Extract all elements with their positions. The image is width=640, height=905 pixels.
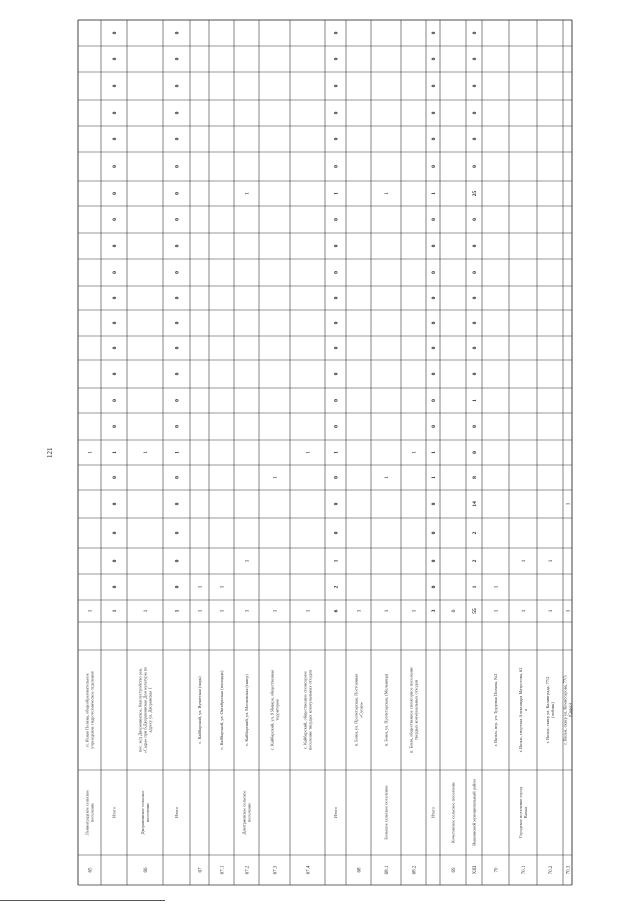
settlement-group: Дмитриевское сельское xyxy=(241,790,247,835)
settlement-name: г. Вязьм, пер. ул. Трудовая Поляна, №2 xyxy=(493,673,498,747)
cell-value: 1 xyxy=(244,192,251,195)
row-number: 70.2 xyxy=(549,865,554,875)
settlement-name: адресу ул. Дворянская 1 xyxy=(147,687,153,733)
cell-value: 0 xyxy=(431,531,437,535)
cell-value: 1 xyxy=(384,609,390,613)
cell-value: 0 xyxy=(174,559,181,563)
cell-value: 1 xyxy=(219,585,226,589)
cell-value: 0 xyxy=(174,531,181,535)
cell-value: 0 xyxy=(112,399,118,402)
cell-value: 2 xyxy=(472,531,478,535)
cell-value: 0 xyxy=(174,111,181,115)
cell-value: 1 xyxy=(272,609,279,613)
row-number: 67.1 xyxy=(220,865,226,875)
cell-value: 1 xyxy=(493,609,500,613)
cell-value: 1 xyxy=(112,609,118,613)
cell-value: 0 xyxy=(112,502,118,506)
table-grid xyxy=(78,20,573,885)
cell-value: 0 xyxy=(333,531,340,535)
settlement-group: Итого xyxy=(430,806,436,819)
row-number: 70.1 xyxy=(522,865,527,875)
cell-value: 0 xyxy=(112,31,118,35)
cell-value: 0 xyxy=(431,399,437,402)
settlement-name: с. Кайбарский, ул. 9 Января, общественная xyxy=(269,669,275,751)
settlement-group: поселение xyxy=(246,802,252,823)
cell-value: 0 xyxy=(472,372,478,376)
cell-value: 0 xyxy=(472,321,478,325)
cell-value: 1 xyxy=(333,451,340,454)
cell-value: 0 xyxy=(112,218,118,221)
cell-value: 0 xyxy=(472,31,478,35)
cell-value: 1 xyxy=(244,609,251,613)
settlement-name: с. Кайбарский, общественное спонсорное xyxy=(302,670,308,750)
cell-value: 1 xyxy=(565,502,572,506)
cell-value: 0 xyxy=(112,531,118,535)
footer-rule xyxy=(0,900,165,901)
cell-value: 1 xyxy=(305,609,312,613)
cell-value: 0 xyxy=(333,271,340,274)
cell-value: 0 xyxy=(174,585,181,589)
cell-value: 1 xyxy=(112,451,118,454)
cell-value: 25 xyxy=(472,190,478,197)
cell-value: 0 xyxy=(174,346,181,350)
cell-value: 0 xyxy=(174,425,181,428)
cell-value: 0 xyxy=(431,346,437,350)
cell-value: 0 xyxy=(333,111,340,115)
settlement-group: Вязьм xyxy=(523,806,529,819)
cell-value: 1 xyxy=(143,609,149,613)
cell-value: 0 xyxy=(431,502,437,506)
cell-value: 0 xyxy=(174,271,181,274)
settlement-group: Итого xyxy=(333,806,338,819)
cell-value: 0 xyxy=(431,111,437,115)
cell-value: 0 xyxy=(431,425,437,428)
settlement-name: п. Бони, ул. Пролетарская, Постоянная xyxy=(353,673,359,747)
cell-value: 1 xyxy=(219,609,226,613)
row-number: XIII xyxy=(473,865,478,875)
cell-value: 0 xyxy=(431,218,437,221)
cell-value: 1 xyxy=(197,609,204,613)
settlement-name: «Сусан» xyxy=(358,702,364,718)
cell-value: 0 xyxy=(112,244,118,248)
cell-value: 1 xyxy=(356,609,363,613)
cell-value: 0 xyxy=(472,84,478,88)
page-number: 121 xyxy=(46,447,54,459)
cell-value: 0 xyxy=(472,137,478,141)
cell-value: 0 xyxy=(174,165,181,168)
cell-value: 1 xyxy=(174,609,181,613)
cell-value: 0 xyxy=(333,372,340,376)
cell-value: 0 xyxy=(174,476,181,479)
cell-value: 1 xyxy=(565,609,572,613)
settlement-group: Итого xyxy=(111,806,117,819)
settlement-group: Городское поселение город xyxy=(517,787,523,838)
cell-value: 1 xyxy=(521,559,527,563)
settlement-name: г. Вязьм, сквер ул. Комиссарова, 77/3 xyxy=(562,675,568,745)
settlement-group: поселение xyxy=(145,802,151,823)
settlement-name: п. Ясная Поляна, общеобразовательное xyxy=(84,673,90,747)
cell-value: 14 xyxy=(472,501,478,507)
cell-value: 1 xyxy=(384,192,390,195)
cell-value: 0 xyxy=(333,502,340,506)
cell-value: 0 xyxy=(472,451,478,454)
cell-value: 0 xyxy=(112,346,118,350)
cell-value: 2 xyxy=(333,585,340,589)
row-number: 67.4 xyxy=(306,865,312,875)
cell-value: 0 xyxy=(472,425,478,428)
cell-value: 1 xyxy=(431,476,437,479)
cell-value: 0 xyxy=(112,271,118,274)
cell-value: 1 xyxy=(174,451,181,454)
cell-value: 0 xyxy=(112,585,118,589)
cell-value: 1 xyxy=(244,559,251,563)
settlement-group: Итого xyxy=(174,806,179,819)
cell-value: 0 xyxy=(112,321,118,325)
cell-value: 0 xyxy=(431,137,437,141)
cell-value: 0 xyxy=(431,559,437,563)
cell-value: 0 xyxy=(112,111,118,115)
settlement-name: г. Вязьм, сквер ул. Калинграда, 77/2 xyxy=(544,676,550,744)
cell-value: 0 xyxy=(333,321,340,325)
settlement-name: с. Кайбарский, ул. Московская (сквер) xyxy=(244,674,249,746)
cell-value: 0 xyxy=(333,476,340,479)
cell-value: 1 xyxy=(431,192,437,195)
cell-value: 1 xyxy=(87,609,94,613)
cell-value: 0 xyxy=(174,372,181,376)
settlement-name: п. Бони, ул. Пролетарская, (Мельница) xyxy=(383,673,389,747)
cell-value: 0 xyxy=(333,425,340,428)
cell-value: 0 xyxy=(451,609,457,613)
settlement-name: твердых коммунальных отходов xyxy=(413,679,419,741)
row-number: 68 xyxy=(357,867,363,873)
settlement-name: учреждение гидротехническое отделения xyxy=(89,671,95,749)
row-number: 68.1 xyxy=(385,865,390,875)
cell-value: 55 xyxy=(472,608,478,614)
settlement-name: с. Кайбарский, ул. Вунятская (парк) xyxy=(197,676,202,744)
settlement-name: (лобзик) xyxy=(550,702,556,718)
cell-value: 0 xyxy=(333,31,340,35)
cell-value: 1 xyxy=(548,559,554,563)
cell-value: 0 xyxy=(112,476,118,479)
cell-value: 0 xyxy=(431,165,437,168)
cell-value: 0 xyxy=(174,321,181,325)
settlement-name: г. Вязьм, спортзал Александра Матросова, 62 xyxy=(517,667,523,753)
cell-value: 8 xyxy=(472,476,478,479)
settlement-name: пос. ж/д Дворянинское, благоустройство рек. xyxy=(137,667,143,753)
cell-value: 0 xyxy=(431,271,437,274)
row-number: 67.2 xyxy=(245,865,251,875)
settlement-group: Кочетовское сельское поселение xyxy=(450,782,456,843)
settlement-group: Ленинградское сельское xyxy=(84,789,90,836)
row-number: 68.2 xyxy=(412,865,418,875)
cell-value: 1 xyxy=(87,451,94,454)
cell-value: 1 xyxy=(521,609,527,613)
cell-value: 0 xyxy=(431,321,437,325)
cell-value: 1 xyxy=(431,451,437,454)
cell-value: 2 xyxy=(472,559,478,563)
settlement-name: п. Бони, общественное спонсорное поселение xyxy=(408,666,414,754)
cell-value: 0 xyxy=(472,57,478,61)
cell-value: 0 xyxy=(112,192,118,195)
cell-value: 0 xyxy=(472,111,478,115)
cell-value: 0 xyxy=(333,346,340,350)
cell-value: 0 xyxy=(472,271,478,274)
cell-value: 1 xyxy=(333,192,340,195)
cell-value: 0 xyxy=(112,165,118,168)
cell-value: 0 xyxy=(174,192,181,195)
cell-value: 0 xyxy=(112,425,118,428)
cell-value: 0 xyxy=(333,165,340,168)
cell-value: 0 xyxy=(431,84,437,88)
cell-value: 0 xyxy=(431,31,437,35)
cell-value: 0 xyxy=(472,165,478,168)
cell-value: 1 xyxy=(548,609,554,613)
cell-value: 0 xyxy=(174,399,181,402)
cell-value: 0 xyxy=(472,346,478,350)
cell-value: 0 xyxy=(333,57,340,61)
settlement-name: поселение твердых коммунальных отходов xyxy=(307,669,313,751)
row-number: 67.3 xyxy=(273,865,279,875)
row-number: 70.3 xyxy=(566,865,572,875)
cell-value: 1 xyxy=(411,451,418,454)
cell-value: 0 xyxy=(174,296,181,300)
settlement-name: с. Кайбарский, ул. Октябрьская (площадь) xyxy=(219,670,224,750)
cell-value: 0 xyxy=(174,84,181,88)
cell-value: 0 xyxy=(333,244,340,248)
row-number: 66 xyxy=(144,867,149,873)
settlement-name: территория xyxy=(274,699,280,721)
settlement-group: Большое сельское поселение xyxy=(383,785,389,840)
cell-value: 0 xyxy=(431,244,437,248)
cell-value: 1 xyxy=(197,585,204,589)
settlement-group: поселение xyxy=(89,802,95,823)
cell-value: 1 xyxy=(272,476,279,479)
cell-value: 1 xyxy=(333,559,340,563)
cell-value: 0 xyxy=(431,296,437,300)
cell-value: 0 xyxy=(174,502,181,506)
cell-value: 0 xyxy=(112,559,118,563)
cell-value: 0 xyxy=(431,57,437,61)
cell-value: 1 xyxy=(411,609,418,613)
cell-value: 0 xyxy=(174,244,181,248)
cell-value: 0 xyxy=(333,296,340,300)
cell-value: 0 xyxy=(112,137,118,141)
cell-value: 0 xyxy=(112,84,118,88)
row-number: 67 xyxy=(198,867,204,873)
cell-value: 0 xyxy=(472,218,478,221)
cell-value: 0 xyxy=(472,244,478,248)
cell-value: 0 xyxy=(112,57,118,61)
cell-value: 0 xyxy=(333,84,340,88)
cell-value: 0 xyxy=(333,218,340,221)
settlement-name: «Сады» при б.Дворянинская Дом культуры по xyxy=(142,666,148,754)
cell-value: 1 xyxy=(384,476,390,479)
cell-value: 0 xyxy=(333,399,340,402)
settlement-name: (Сквер) xyxy=(567,702,573,718)
cell-value: 1 xyxy=(472,585,478,589)
row-number: 69 xyxy=(452,867,457,873)
row-number: 70 xyxy=(494,867,500,873)
cell-value: 0 xyxy=(472,296,478,300)
cell-value: 0 xyxy=(431,585,437,589)
settlement-group: Дворянинское сельское xyxy=(139,790,145,835)
cell-value: 0 xyxy=(174,31,181,35)
cell-value: 0 xyxy=(174,218,181,221)
cell-value: 3 xyxy=(431,609,437,613)
cell-value: 6 xyxy=(333,609,340,613)
settlement-group: Вышинский муниципальный район xyxy=(471,779,477,846)
cell-value: 1 xyxy=(305,451,312,454)
settlement-name: а xyxy=(523,709,529,711)
cell-value: 1 xyxy=(472,399,478,402)
cell-value: 0 xyxy=(174,137,181,141)
cell-value: 0 xyxy=(112,372,118,376)
cell-value: 1 xyxy=(143,451,149,454)
cell-value: 0 xyxy=(174,57,181,61)
cell-value: 1 xyxy=(493,585,500,589)
row-number: 65 xyxy=(88,867,94,873)
cell-value: 0 xyxy=(112,296,118,300)
cell-value: 0 xyxy=(431,372,437,376)
cell-value: 0 xyxy=(333,137,340,141)
